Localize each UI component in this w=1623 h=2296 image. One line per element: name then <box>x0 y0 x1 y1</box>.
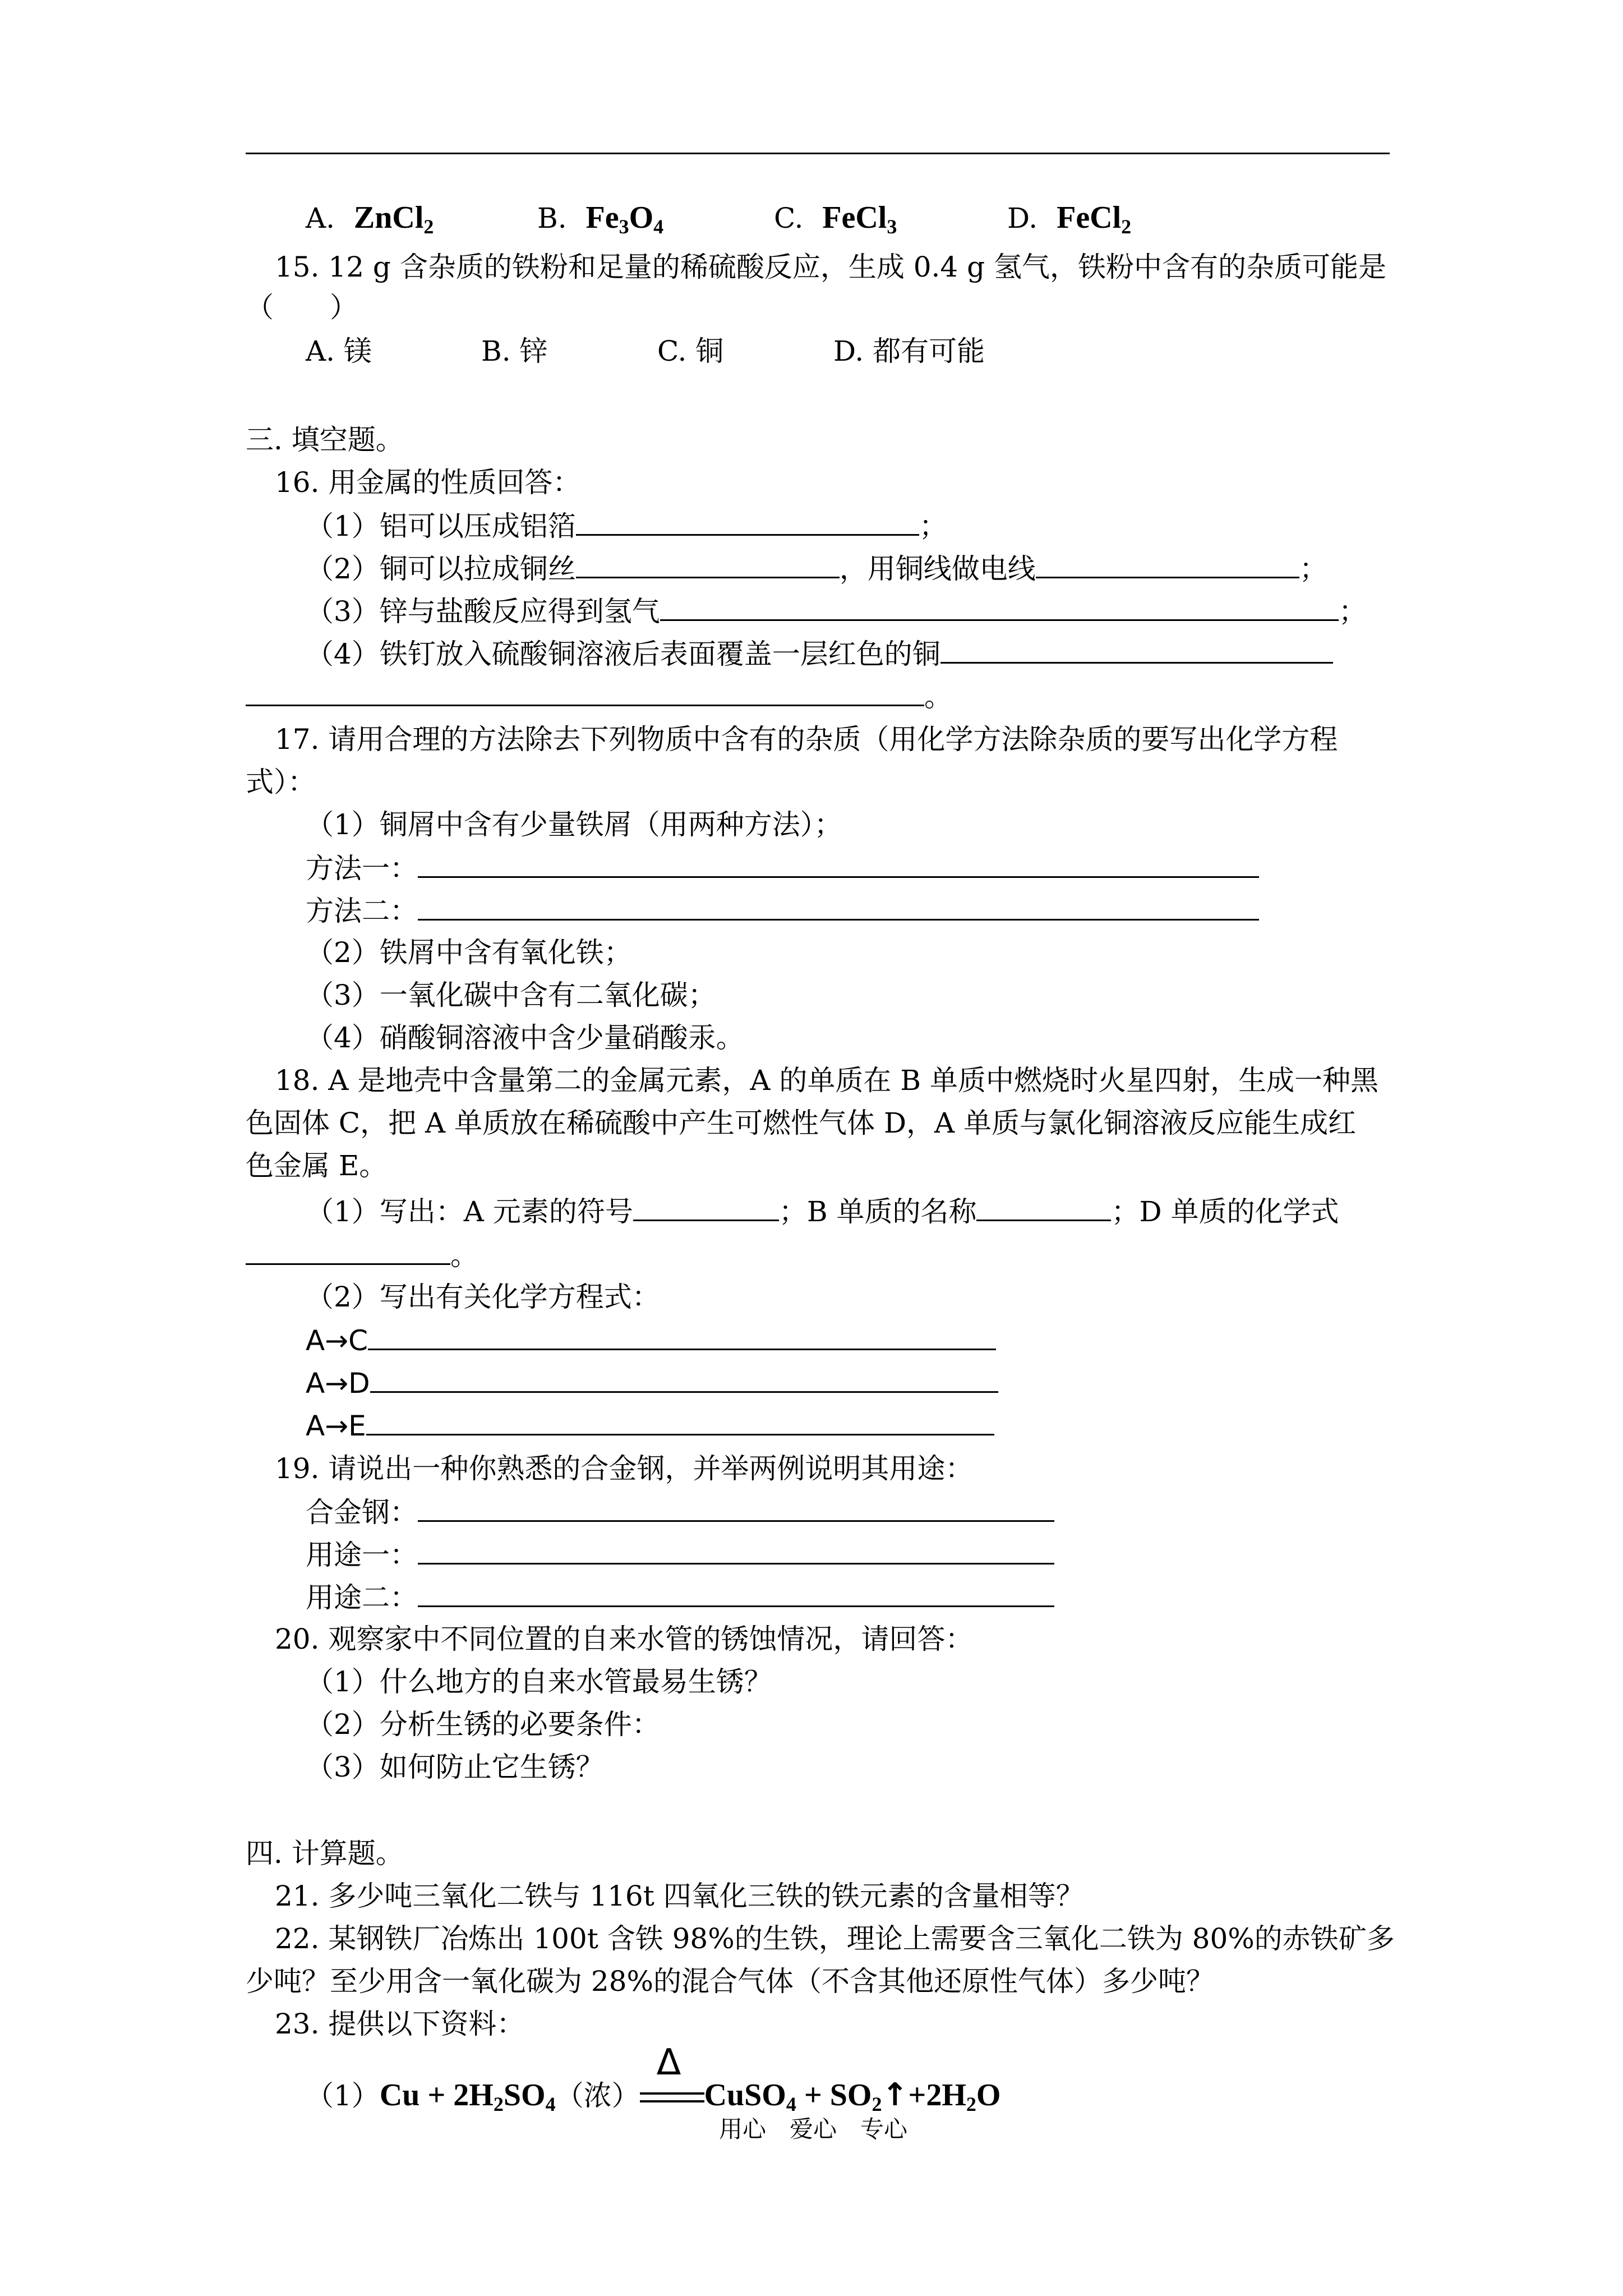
answer-blank[interactable] <box>246 679 924 706</box>
q17-part-2: （2）铁屑中含有氧化铁； <box>306 936 632 969</box>
q18-part-1-continuation: 。 <box>246 1237 478 1272</box>
q19-use-2: 用途二： <box>306 1580 1054 1614</box>
answer-blank[interactable] <box>368 1323 996 1350</box>
q14-option-a: A. ZnCl$_2$ <box>306 200 434 238</box>
q16-part-2: （2）铜可以拉成铜丝 ，用铜线做电线 ； <box>306 551 1327 586</box>
formula-fe3o4: $Fe_3O_4$ <box>585 200 664 238</box>
q18-eq-a-to-e: A→E <box>306 1408 994 1443</box>
q22-line1: 22. 某钢铁厂冶炼出 100t 含铁 98%的生铁，理论上需要含三氧化二铁为 80%的赤铁矿多 <box>275 1922 1395 1955</box>
q18-stem-line1: 18. A 是地壳中含量第二的金属元素，A 的单质在 B 单质中燃烧时火星四射，生成一种黑 <box>275 1064 1378 1097</box>
formula-zncl2: ZnCl$_2$ <box>353 200 434 238</box>
q14-option-c: C. FeCl$_3$ <box>774 200 897 238</box>
q18-stem-line2: 色固体 C，把 A 单质放在稀硫酸中产生可燃性气体 D，A 单质与氯化铜溶液反应能生成红 <box>246 1107 1357 1139</box>
formula-fecl2: FeCl$_2$ <box>1057 200 1132 238</box>
answer-blank[interactable] <box>940 636 1333 664</box>
q17-part-3: （3）一氧化碳中含有二氧化碳； <box>306 979 716 1011</box>
q17-method-1: 方法一： <box>306 850 1259 885</box>
q16-stem: 16. 用金属的性质回答： <box>275 466 581 499</box>
answer-blank[interactable] <box>576 508 919 536</box>
q15-option-d: D. 都有可能 <box>833 335 985 367</box>
q18-part-1: （1）写出：A 元素的符号 ；B 单质的名称 ；D 单质的化学式 <box>306 1194 1339 1228</box>
q17-part-1: （1）铜屑中含有少量铁屑（用两种方法）； <box>306 808 842 841</box>
answer-blank[interactable] <box>418 893 1259 921</box>
q16-part-4-continuation: 。 <box>246 679 952 714</box>
answer-blank[interactable] <box>246 1237 450 1265</box>
q18-eq-a-to-d: A→D <box>306 1365 998 1400</box>
q15-option-c: C. 铜 <box>657 335 724 367</box>
q19-use-1: 用途一： <box>306 1537 1054 1572</box>
q20-part-3: （3）如何防止它生锈？ <box>306 1751 604 1783</box>
q19-alloy-steel: 合金钢： <box>306 1494 1054 1529</box>
q15-option-b: B. 锌 <box>481 335 548 367</box>
q20-stem: 20. 观察家中不同位置的自来水管的锈蚀情况，请回答： <box>275 1623 974 1655</box>
q16-part-1: （1）铝可以压成铝箔 ； <box>306 508 947 543</box>
q15-option-a: A. 镁 <box>306 335 372 367</box>
answer-blank[interactable] <box>976 1194 1111 1221</box>
answer-blank[interactable] <box>366 1408 994 1435</box>
q20-part-1: （1）什么地方的自来水管最易生锈？ <box>306 1665 772 1698</box>
heat-equals-sign: Δ <box>640 2087 704 2109</box>
answer-blank[interactable] <box>418 1494 1054 1522</box>
q21-text: 21. 多少吨三氧化二铁与 116t 四氧化三铁的铁元素的含量相等？ <box>275 1880 1084 1912</box>
q18-eq-a-to-c: A→C <box>306 1323 996 1358</box>
q14-option-b: B. $Fe_3O_4$ <box>537 200 664 238</box>
q15-answer-paren: （ ） <box>246 291 358 324</box>
answer-blank[interactable] <box>633 1194 779 1221</box>
answer-blank[interactable] <box>576 551 840 578</box>
q20-part-2: （2）分析生锈的必要条件： <box>306 1708 660 1741</box>
section-4-title: 四. 计算题。 <box>246 1837 404 1870</box>
header-rule <box>246 153 1390 154</box>
page-footer: 用心 爱心 专心 <box>719 2115 908 2143</box>
q17-stem-line2: 式）： <box>246 766 316 798</box>
q17-part-4: （4）硝酸铜溶液中含少量硝酸汞。 <box>306 1022 744 1054</box>
q18-part-2: （2）写出有关化学方程式： <box>306 1281 660 1313</box>
q16-part-3: （3）锌与盐酸反应得到氢气 ； <box>306 593 1367 628</box>
q17-stem-line1: 17. 请用合理的方法除去下列物质中含有的杂质（用化学方法除杂质的要写出化学方程 <box>275 723 1338 756</box>
answer-blank[interactable] <box>418 850 1259 878</box>
q15-stem: 15. 12 g 含杂质的铁粉和足量的稀硫酸反应，生成 0.4 g 氢气，铁粉中含有的杂质可能是 <box>275 251 1387 283</box>
q22-line2: 少吨？至少用含一氧化碳为 28%的混合气体（不含其他还原性气体）多少吨？ <box>246 1965 1215 1998</box>
answer-blank[interactable] <box>418 1537 1054 1565</box>
q19-stem: 19. 请说出一种你熟悉的合金钢，并举两例说明其用途： <box>275 1452 974 1485</box>
q23-stem: 23. 提供以下资料： <box>275 2008 525 2040</box>
section-3-title: 三. 填空题。 <box>246 424 404 456</box>
q14-option-d: D. FeCl$_2$ <box>1007 200 1132 238</box>
q18-stem-line3: 色金属 E。 <box>246 1149 388 1182</box>
q17-method-2: 方法二： <box>306 893 1259 928</box>
formula-fecl3: FeCl$_3$ <box>822 200 897 238</box>
answer-blank[interactable] <box>660 593 1339 621</box>
answer-blank[interactable] <box>418 1580 1054 1607</box>
q16-part-4: （4）铁钉放入硫酸铜溶液后表面覆盖一层红色的铜 <box>306 636 1333 671</box>
q23-equation-1: $(1)Cu + 2H_2SO_4$（浓） Δ CuSO$_4$ + $SO_2↑+2H_2O$ <box>306 2042 1001 2115</box>
answer-blank[interactable] <box>1036 551 1299 578</box>
answer-blank[interactable] <box>370 1365 998 1393</box>
